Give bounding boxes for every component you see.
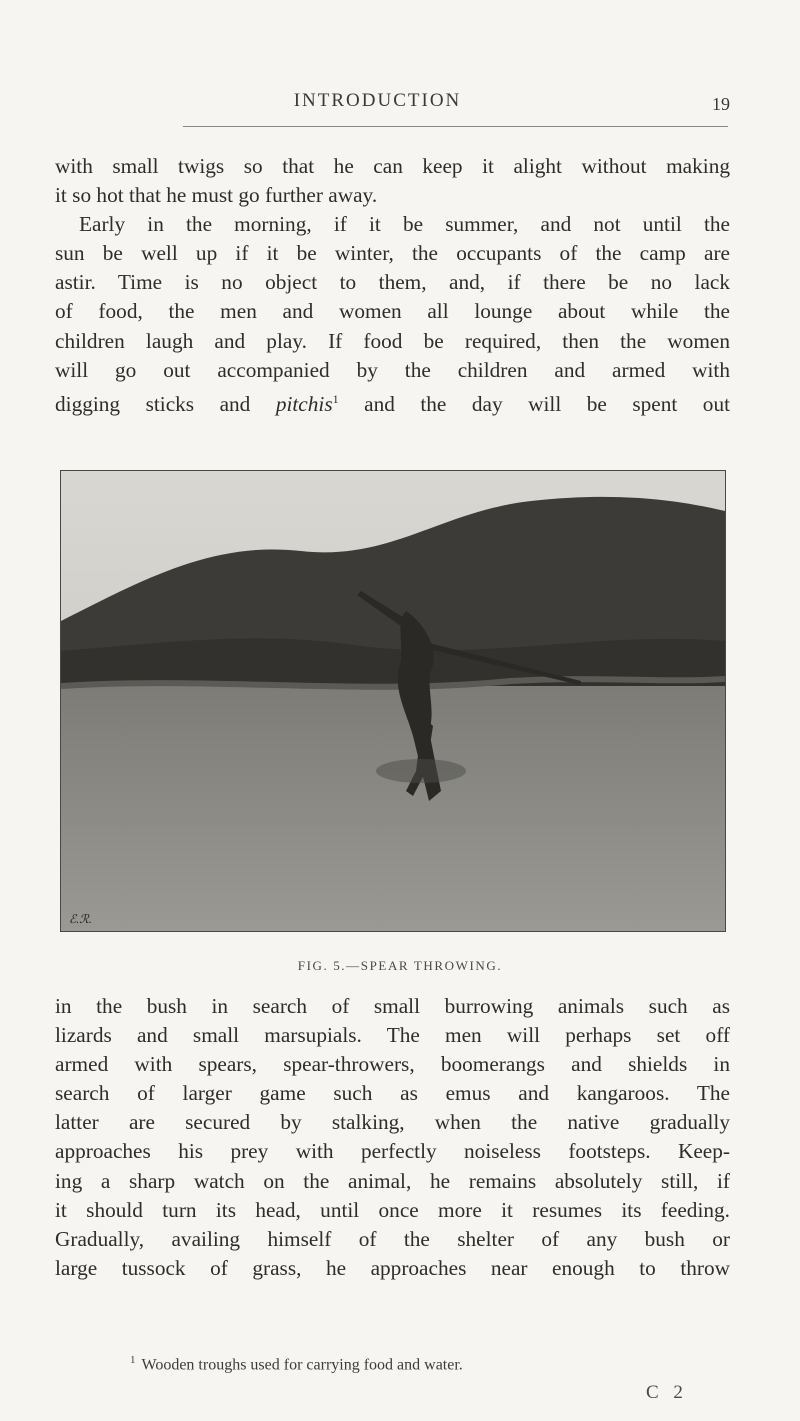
text-line: latter are secured by stalking, when the native gradually bbox=[55, 1110, 730, 1135]
footnote-marker: 1 bbox=[130, 1354, 136, 1366]
text-fragment: and the day will be spent out bbox=[338, 391, 731, 416]
text-line: it should turn its head, until once more it resumes its feeding. bbox=[55, 1197, 730, 1222]
text-line: large tussock of grass, he approaches near enough to throw bbox=[55, 1255, 730, 1280]
spear-throwing-photo bbox=[61, 471, 725, 931]
figure-caption: FIG. 5.—SPEAR THROWING. bbox=[297, 958, 503, 973]
text-line: it so hot that he must go further away. bbox=[55, 183, 378, 208]
text-line bbox=[55, 385, 730, 419]
signature-mark: C 2 bbox=[646, 1382, 688, 1403]
running-head: INTRODUCTION bbox=[293, 90, 462, 111]
text-line: Gradually, availing himself of the shelter of any bush or bbox=[55, 1226, 730, 1251]
text-line: Early in the morning, if it be summer, and not until the bbox=[79, 212, 730, 237]
text-line: approaches his prey with perfectly noiseless footsteps. Keep- bbox=[55, 1139, 730, 1164]
figure-photo bbox=[60, 470, 726, 932]
text-line: lizards and small marsupials. The men will perhaps set off bbox=[55, 1023, 730, 1048]
text-line: sun be well up if it be winter, the occupants of the camp are bbox=[55, 241, 730, 266]
text-line: ing a sharp watch on the animal, he remains absolutely still, if bbox=[55, 1168, 730, 1193]
footnote-ref: 1 bbox=[332, 391, 339, 406]
page-number: 19 bbox=[712, 94, 730, 114]
text-line: of food, the men and women all lounge about while the bbox=[55, 299, 730, 324]
footnote bbox=[130, 1354, 690, 1374]
text-line: children laugh and play. If food be required, then the women bbox=[55, 328, 730, 353]
text-line: astir. Time is no object to them, and, if there be no lack bbox=[55, 270, 730, 295]
photo-initials: ℰ.ℛ. bbox=[69, 912, 92, 926]
text-line: in the bush in search of small burrowing animals such as bbox=[55, 994, 730, 1018]
text-line: armed with spears, spear-throwers, boomerangs and shields in bbox=[55, 1052, 730, 1077]
dust bbox=[376, 759, 466, 783]
body-text-bottom bbox=[55, 992, 730, 1283]
text-line: search of larger game such as emus and kangaroos. The bbox=[55, 1081, 730, 1106]
text-line: will go out accompanied by the children and armed with bbox=[55, 357, 730, 382]
page-header bbox=[0, 90, 800, 130]
plain-ground bbox=[61, 686, 725, 931]
text-fragment: digging sticks and bbox=[55, 391, 276, 416]
footnote-text: Wooden troughs used for carrying food and water. bbox=[141, 1356, 463, 1374]
text-line: with small twigs so that he can keep it alight without making bbox=[55, 154, 730, 178]
body-text-top bbox=[55, 152, 730, 419]
italic-term: pitchis bbox=[275, 391, 333, 416]
header-rule bbox=[183, 126, 728, 127]
